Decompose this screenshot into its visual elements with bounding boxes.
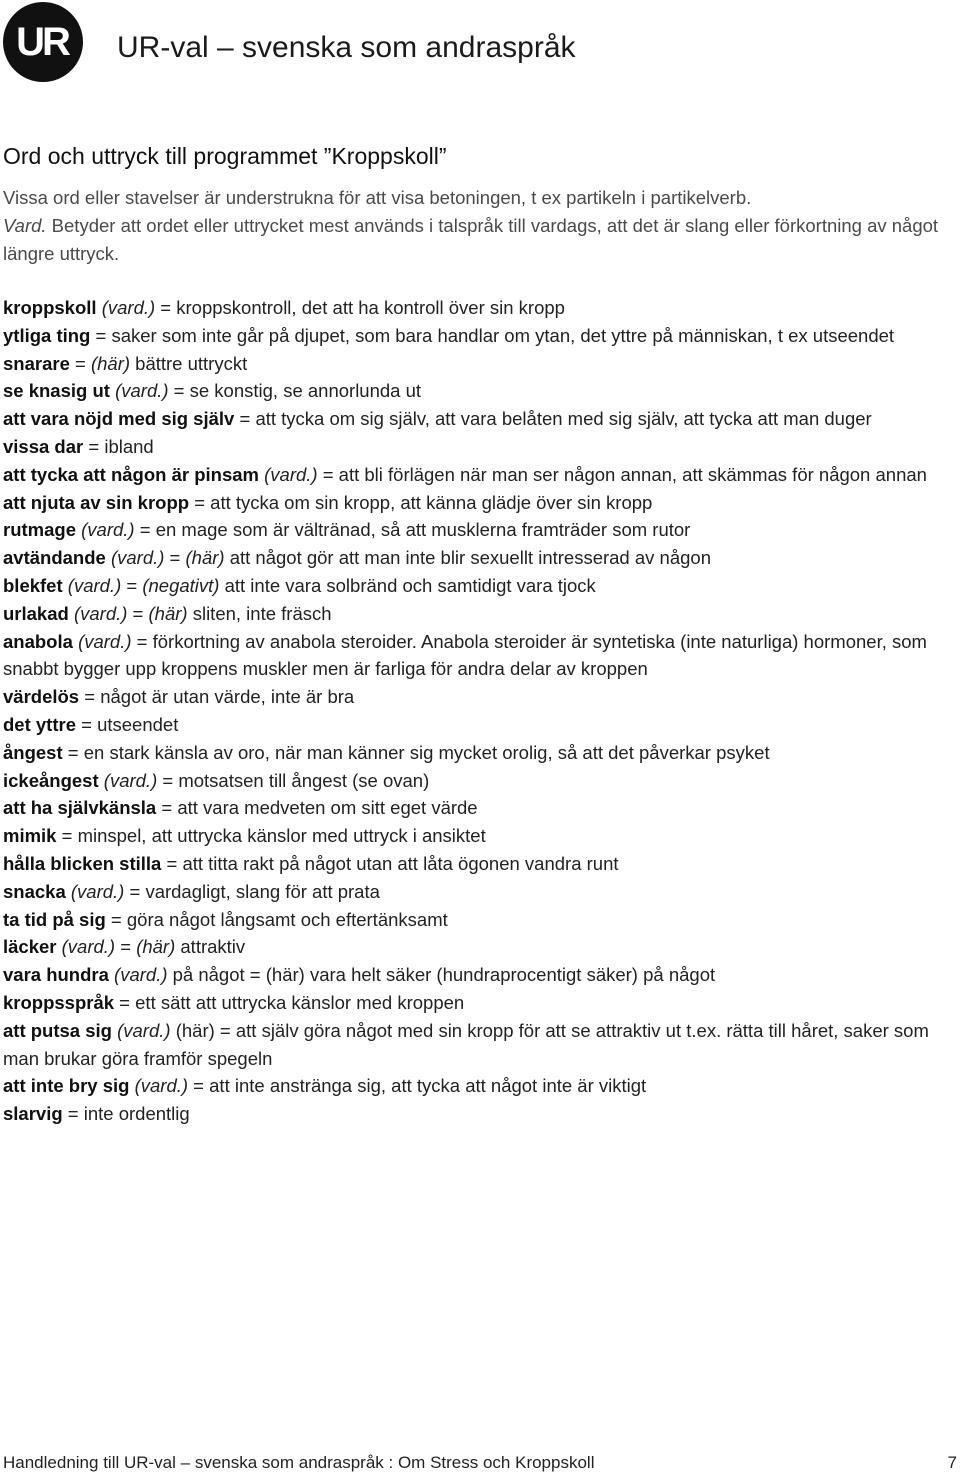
glossary-equals: = [62,741,84,763]
glossary-equals: = [69,352,91,374]
glossary-context-note: (här) [148,602,188,624]
intro-text [3,184,953,267]
glossary-entry [3,989,960,1017]
glossary-register-note: (vard.) [78,630,132,652]
glossary-definition: vardagligt, slang för att prata [145,880,380,902]
glossary-register-note: (vard.) [73,602,128,624]
glossary-definition: att bli förlägen när man ser någon annan, att skämmas för någon annan [338,463,927,485]
glossary-equals: = [214,1019,236,1041]
glossary-definition: att tycka om sig själv, att vara belåten med sig själv, att tycka att man duger [255,408,872,430]
glossary-entry [3,405,960,433]
glossary-equals: = [234,408,256,430]
glossary-entry [3,350,960,378]
glossary-equals: = [62,1103,84,1125]
glossary-entry [3,377,960,405]
glossary-definition: kroppskontroll, det att ha kontroll över sin kropp [176,297,565,318]
glossary-register-note: (vard.) [134,1075,189,1097]
glossary-term: anabola [3,630,73,652]
glossary-register-note: (vard.) [110,547,165,569]
glossary-definition: något är utan värde, inte är bra [100,686,355,708]
glossary-entry [3,628,960,684]
glossary-term: ångest [3,741,63,763]
glossary-term: avtändande [3,547,106,569]
glossary-term: kroppskoll [3,297,97,318]
glossary-equals: = [155,297,177,318]
ur-logo [3,2,83,82]
glossary-definition: att själv göra något med sin kropp för att se attraktiv ut t.ex. rätta till håret, saker som man brukar göra framför spegeln [3,1019,929,1069]
glossary-equals: = [188,1075,210,1097]
glossary-term: urlakad [3,602,69,624]
glossary-entry [3,683,960,711]
glossary-equals: = [127,602,149,624]
glossary-term: se knasig ut [3,380,110,402]
glossary-definition: inte ordentlig [83,1103,190,1125]
glossary-definition: ibland [104,435,154,457]
glossary-register-note: (vard.) [117,1019,171,1041]
glossary-register-note: (vard.) [115,380,169,402]
glossary-entry [3,600,960,628]
glossary-term: snacka [3,880,66,902]
footer-title: Handledning till UR-val – svenska som andraspråk : Om Stress och Kroppskoll [3,1453,595,1472]
glossary-term-extension: på något [167,964,245,986]
glossary-term: att ha självkänsla [3,797,157,819]
intro-line-1: Vissa ord eller stavelser är understrukna för att visa betoningen, t ex partikeln i partikelverb. [3,187,752,208]
glossary-definition: motsatsen till ångest (se ovan) [178,769,430,791]
glossary-term: vissa dar [3,435,84,457]
glossary-entry [3,1100,960,1128]
intro-vard-label: Vard. [3,214,47,236]
glossary-equals: = [90,324,112,346]
glossary-definition: utseendet [97,713,179,735]
glossary-entry [3,961,960,989]
glossary-equals: = [124,880,146,902]
glossary-term: slarvig [3,1103,63,1125]
glossary-equals: = [156,797,178,819]
glossary-term: ytliga ting [3,324,91,346]
glossary-term: att njuta av sin kropp [3,491,190,513]
glossary-definition: att inte vara solbränd och samtidigt vara tjock [224,574,596,596]
glossary-definition: göra något långsamt och eftertänksamt [126,908,448,930]
glossary-term: att inte bry sig [3,1075,130,1097]
glossary-entry [3,933,960,961]
glossary-equals: = [317,463,339,485]
glossary-entry [3,850,960,878]
glossary-definition: förkortning av anabola steroider. Anabola steroider är syntetiska (inte naturliga) hormoner, som snabbt bygger upp kroppens muskler men är farliga för andra delar av kroppen [3,630,927,680]
glossary-term: blekfet [3,574,63,596]
glossary-term: mimik [3,825,57,847]
glossary-entry [3,322,960,350]
glossary-register-note: (vard.) [101,297,156,318]
glossary-term: ta tid på sig [3,908,106,930]
glossary-equals: = [56,825,78,847]
glossary-term: värdelös [3,686,80,708]
glossary-definition: att vara medveten om sitt eget värde [177,797,478,819]
glossary-register-note: (vard.) [264,463,318,485]
glossary-definition: bättre uttryckt [135,352,248,374]
glossary-definition: att titta rakt på något utan att låta ögonen vandra runt [182,852,619,874]
glossary-context-note: (negativt) [142,574,220,596]
glossary-term: att putsa sig [3,1019,112,1041]
glossary-definition: sliten, inte fräsch [192,602,332,624]
glossary-entry [3,294,960,322]
glossary-entry [3,572,960,600]
glossary-term: att tycka att någon är pinsam [3,463,259,485]
glossary-definition: ett sätt att uttrycka känslor med kroppen [135,991,465,1013]
glossary-equals: = [244,964,266,986]
glossary-entry [3,878,960,906]
glossary-entry [3,767,960,795]
glossary-register-note: (vard.) [114,964,168,986]
ur-logo-text: UR [16,19,68,64]
glossary-term: det yttre [3,713,76,735]
glossary-entry [3,433,960,461]
glossary-entry [3,461,960,489]
glossary-definition: en stark känsla av oro, när man känner sig mycket orolig, så att det påverkar psyket [83,741,770,763]
glossary-term: kroppsspråk [3,991,115,1013]
glossary-definition: minspel, att uttrycka känslor med uttryck i ansiktet [77,825,486,847]
glossary-register-note: (vard.) [61,936,116,958]
glossary-equals: = [114,991,136,1013]
section-heading: Ord och uttryck till programmet ”Kroppskoll” [3,143,447,169]
glossary-equals: = [168,380,190,402]
glossary-entry [3,711,960,739]
glossary-term: hålla blicken stilla [3,852,162,874]
page-number: 7 [947,1453,957,1472]
glossary-definition: (här) vara helt säker (hundraprocentigt säker) på något [265,964,716,986]
glossary-definition: att tycka om sin kropp, att känna glädje över sin kropp [210,491,653,513]
glossary-equals: = [83,435,105,457]
glossary-equals: = [115,936,137,958]
glossary-context-note: (här) [136,936,176,958]
glossary-entry [3,822,960,850]
glossary-entry [3,516,960,544]
glossary-term: vara hundra [3,964,109,986]
glossary-context-note: (här) [90,352,131,374]
glossary-definition: en mage som är vältränad, så att musklerna framträder som rutor [155,519,691,541]
glossary-equals: = [161,852,183,874]
glossary-term: snarare [3,352,70,374]
glossary-term: ickeångest [3,769,99,791]
glossary-entry [3,906,960,934]
glossary-register-note: (vard.) [70,880,125,902]
glossary-equals: = [164,547,186,569]
page-title: UR-val – svenska som andraspråk [117,31,576,64]
glossary-equals: = [189,491,211,513]
glossary-register-note: (vard.) [103,769,158,791]
glossary-entry [3,489,960,517]
intro-line-2 [3,212,953,268]
glossary-term: rutmage [3,519,76,541]
glossary-definition: se konstig, se annorlunda ut [189,380,422,402]
glossary-equals: = [76,713,98,735]
glossary-equals: = [105,908,127,930]
page-footer [3,1453,957,1473]
glossary-register-note: (vard.) [67,574,122,596]
glossary-definition: att inte anstränga sig, att tycka att något inte är viktigt [209,1075,647,1097]
glossary-entry [3,794,960,822]
glossary-term-extension: (här) [170,1019,215,1041]
glossary-definition: att något gör att man inte blir sexuellt intresserad av någon [229,547,711,569]
glossary-equals: = [79,686,101,708]
glossary-definition: saker som inte går på djupet, som bara handlar om ytan, det yttre på människan, t ex utseendet [111,324,895,346]
glossary-entry [3,1017,960,1073]
glossary-equals: = [121,574,143,596]
glossary-equals: = [134,519,156,541]
glossary-list [3,294,960,1128]
glossary-register-note: (vard.) [81,519,135,541]
glossary-term: att vara nöjd med sig själv [3,408,235,430]
glossary-definition: attraktiv [180,936,246,958]
glossary-entry [3,1072,960,1100]
glossary-equals: = [131,630,153,652]
glossary-entry [3,739,960,767]
glossary-context-note: (här) [185,547,225,569]
glossary-term: läcker [3,936,57,958]
glossary-entry [3,544,960,572]
intro-vard-explanation: Betyder att ordet eller uttrycket mest används i talspråk till vardags, att det är slang eller förkortning av något längre uttryck. [3,214,939,264]
glossary-equals: = [157,769,179,791]
